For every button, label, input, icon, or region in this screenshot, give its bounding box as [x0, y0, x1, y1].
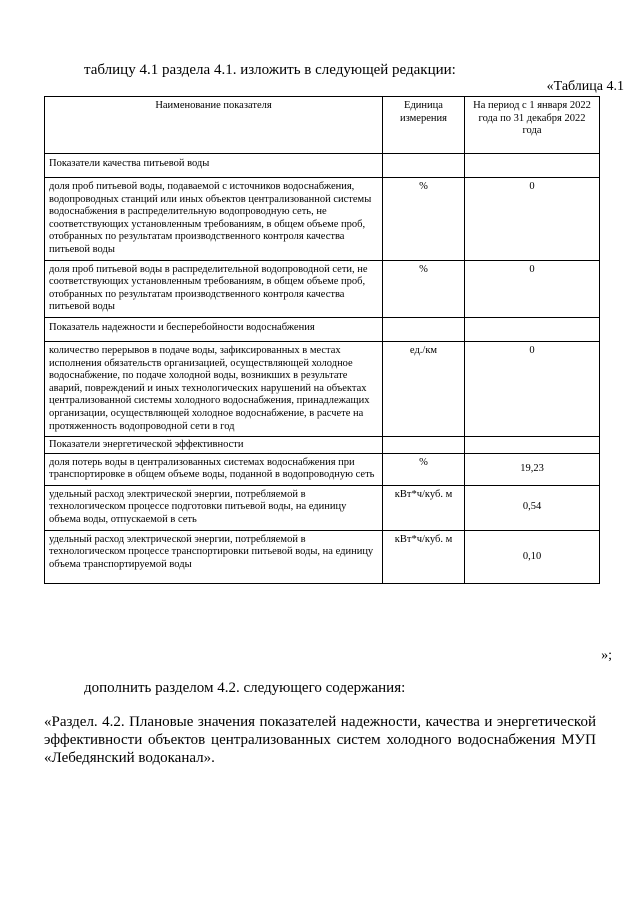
indicator-name: удельный расход электрической энергии, потребляемой в технологическом процессе транспортировки питьевой воды, на единицу объема транспортируемой воды	[45, 530, 383, 584]
indicator-value: 0	[465, 260, 600, 317]
indicator-name: доля потерь воды в централизованных системах водоснабжения при транспортировке в общем объеме воды, поданной в водопроводную сеть	[45, 453, 383, 485]
indicator-value: 0	[465, 178, 600, 261]
paragraph-addition: дополнить разделом 4.2. следующего содержания:	[84, 680, 406, 696]
indicator-unit: %	[383, 178, 465, 261]
indicator-value: 19,23	[465, 453, 600, 485]
indicator-unit: кВт*ч/куб. м	[383, 485, 465, 530]
table-row	[45, 453, 600, 485]
table-row	[45, 341, 600, 436]
section-row-energy	[45, 437, 600, 454]
indicator-value: 0,10	[465, 530, 600, 584]
indicator-value: 0,54	[465, 485, 600, 530]
indicators-table	[44, 96, 600, 584]
table-header-row	[45, 97, 600, 154]
header-period: На период с 1 января 2022 года по 31 декабря 2022 года	[465, 97, 600, 154]
indicator-unit: ед./км	[383, 341, 465, 436]
indicator-unit: кВт*ч/куб. м	[383, 530, 465, 584]
table-row	[45, 178, 600, 261]
paragraph-section-title: «Раздел. 4.2. Плановые значения показателей надежности, качества и энергетической эффективности объектов централизованных систем холодного водоснабжения МУП «Лебедянский водоканал».	[44, 714, 596, 766]
indicator-name: удельный расход электрической энергии, потребляемой в технологическом процессе подготовки питьевой воды, на единицу объема воды, отпускаемой в сеть	[45, 485, 383, 530]
table-closing-mark: »;	[601, 648, 612, 663]
table-caption: «Таблица 4.1	[546, 79, 624, 94]
section-row-reliability	[45, 317, 600, 341]
indicator-unit: %	[383, 453, 465, 485]
intro-text: таблицу 4.1 раздела 4.1. изложить в следующей редакции:	[84, 62, 456, 78]
table-row	[45, 530, 600, 584]
header-indicator-name: Наименование показателя	[45, 97, 383, 154]
indicator-value: 0	[465, 341, 600, 436]
section-row-quality	[45, 154, 600, 178]
section-title: Показатели энергетической эффективности	[45, 437, 383, 454]
header-unit: Единица измерения	[383, 97, 465, 154]
indicator-name: доля проб питьевой воды, подаваемой с источников водоснабжения, водопроводных станций или иных объектов централизованной системы водоснабжения в распределительную водопроводную сеть, не соответствующих установленным требованиям, в общем объеме проб, отобранных по результатам производственного контроля качества питьевой воды	[45, 178, 383, 261]
indicator-name: количество перерывов в подаче воды, зафиксированных в местах исполнения обязательств организацией, осуществляющей холодное водоснабжение, по подаче холодной воды, возникших в результате аварий, повреждений и иных технологических нарушений на объектах централизованной системы холодного водоснабжения, принадлежащих организации, осуществляющей холодное водоснабжение, в расчете на протяженность водопроводной сети в год	[45, 341, 383, 436]
indicator-unit: %	[383, 260, 465, 317]
indicator-name: доля проб питьевой воды в распределительной водопроводной сети, не соответствующих установленным требованиям, в общем объеме проб, отобранных по результатам производственного контроля качества питьевой воды	[45, 260, 383, 317]
table-row	[45, 485, 600, 530]
section-title: Показатели качества питьевой воды	[45, 154, 383, 178]
section-title: Показатель надежности и бесперебойности водоснабжения	[45, 317, 383, 341]
table-row	[45, 260, 600, 317]
